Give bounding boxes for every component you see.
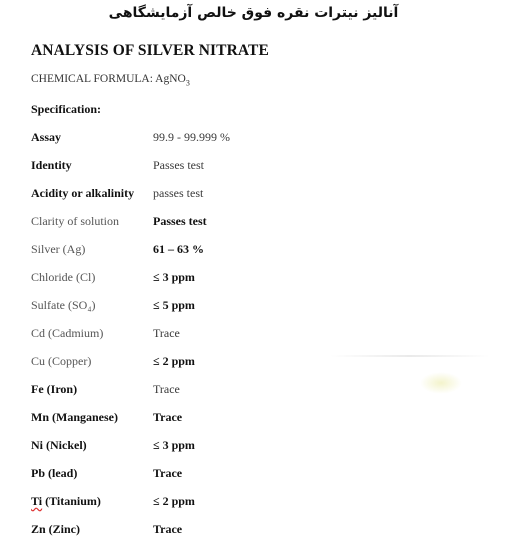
- row-value: Passes test: [153, 214, 207, 228]
- row-identity: [0, 152, 507, 180]
- photo-glare-streak: [330, 355, 490, 357]
- row-name: Silver (Ag): [31, 242, 86, 256]
- row-name: Cd (Cadmium): [31, 326, 104, 340]
- row-name: Assay: [31, 130, 62, 144]
- row-value: ≤ 2 ppm: [153, 354, 195, 368]
- row-cadmium: [0, 320, 507, 348]
- row-sulfate: [0, 292, 507, 320]
- row-value: Passes test: [153, 158, 204, 172]
- row-zinc: [0, 516, 507, 544]
- row-name: Identity: [31, 158, 72, 172]
- persian-title: آنالیز نیترات نقره فوق خالص آزمایشگاهی: [108, 5, 399, 21]
- row-name: Ti (Titanium): [31, 494, 101, 508]
- row-name: Fe (Iron): [31, 382, 78, 396]
- formula-label: CHEMICAL FORMULA: AgNO: [31, 73, 186, 85]
- row-manganese: [0, 404, 507, 432]
- specification-table: [0, 124, 507, 544]
- chemical-formula: [31, 73, 190, 87]
- row-silver: [0, 236, 507, 264]
- row-value: Trace: [153, 326, 180, 340]
- row-value: 99.9 - 99.999 %: [153, 130, 230, 144]
- row-name: Acidity or alkalinity: [31, 186, 135, 200]
- row-value: Trace: [153, 410, 183, 424]
- photo-glare-spot: [420, 372, 462, 394]
- row-name: Cu (Copper): [31, 354, 92, 368]
- row-value: passes test: [153, 186, 204, 200]
- row-acidity: [0, 180, 507, 208]
- row-nickel: [0, 432, 507, 460]
- specification-label: Specification:: [31, 102, 101, 116]
- row-name: Clarity of solution: [31, 214, 119, 228]
- row-lead: [0, 460, 507, 488]
- row-name: Ni (Nickel): [31, 438, 87, 452]
- row-name: Zn (Zinc): [31, 522, 81, 536]
- row-name: Sulfate (SO₄): [31, 298, 96, 312]
- document-title: ANALYSIS OF SILVER NITRATE: [31, 42, 269, 59]
- row-copper: [0, 348, 507, 376]
- spellcheck-underline: Ti: [31, 494, 43, 508]
- row-assay: [0, 124, 507, 152]
- row-chloride: [0, 264, 507, 292]
- row-value: Trace: [153, 382, 180, 396]
- row-value: ≤ 2 ppm: [153, 494, 195, 508]
- row-name: Chloride (Cl): [31, 270, 96, 284]
- row-value: ≤ 3 ppm: [153, 438, 195, 452]
- row-clarity: [0, 208, 507, 236]
- row-value: ≤ 5 ppm: [153, 298, 195, 312]
- formula-subscript: 3: [185, 78, 190, 88]
- row-titanium: [0, 488, 507, 516]
- row-name: Mn (Manganese): [31, 410, 118, 424]
- row-name: Pb (lead): [31, 466, 78, 480]
- row-value: ≤ 3 ppm: [153, 270, 195, 284]
- row-value: 61 – 63 %: [153, 242, 204, 256]
- row-value: Trace: [153, 522, 183, 536]
- row-value: Trace: [153, 466, 183, 480]
